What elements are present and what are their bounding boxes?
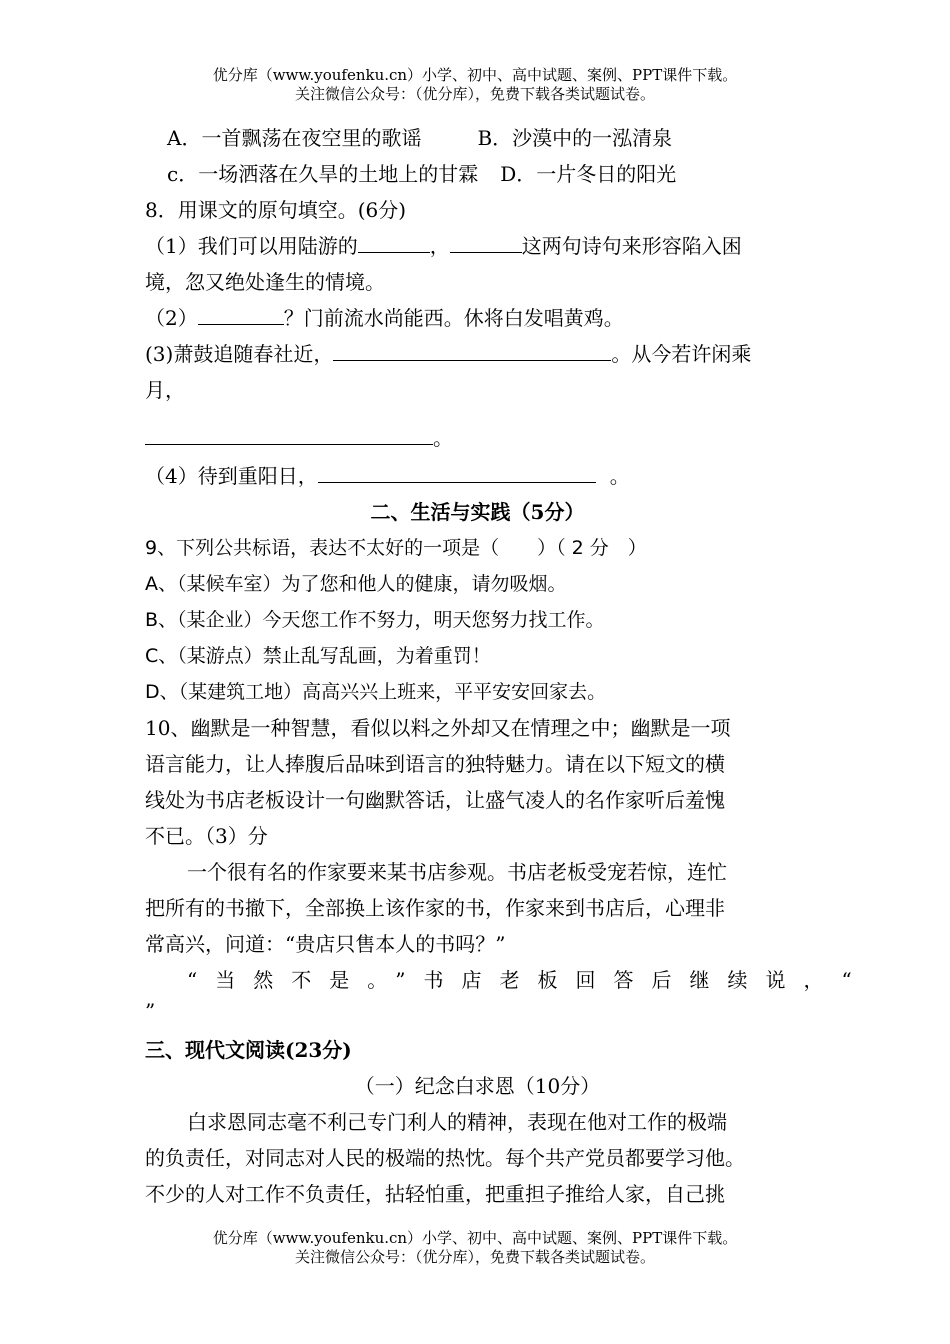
- q10-line-3: 线处为书店老板设计一句幽默答话，让盛气凌人的名作家听后羞愧: [145, 788, 725, 812]
- q7-options-cd: [145, 156, 810, 192]
- answer-blank[interactable]: [318, 458, 596, 483]
- article-line-3: 不少的人对工作不负责任，拈轻怕重，把重担子推给人家，自己挑: [145, 1182, 725, 1206]
- q9-option-d: D、（某建筑工地）高高兴兴上班来，平平安安回家去。: [145, 681, 607, 703]
- q9-option-b: B、（某企业）今天您工作不努力，明天您努力找工作。: [145, 609, 605, 631]
- footer-line-1: 优分库（www.youfenku.cn）小学、初中、高中试题、案例、PPT课件下载。: [212, 1229, 738, 1247]
- story-line-5: ”: [145, 999, 156, 1023]
- q8-title: 8．用课文的原句填空。(6分): [145, 198, 407, 222]
- q8-part-3-cont: 月，: [145, 378, 185, 402]
- q7-option-a: A．一首飘荡在夜空里的歌谣: [167, 126, 422, 150]
- article-line-2: 的负责任，对同志对人民的极端的热忱。每个共产党员都要学习他。: [145, 1146, 745, 1170]
- exam-content: [145, 120, 870, 1212]
- answer-blank[interactable]: [145, 420, 433, 445]
- q8-part-4: （4）待到重阳日， 。: [145, 458, 810, 494]
- footer-line-2: 关注微信公众号：（优分库），免费下载各类试题试卷。: [294, 1248, 655, 1266]
- q7-option-c: c．一场洒落在久旱的土地上的甘霖: [167, 162, 479, 186]
- q8-part-2: （2） ？门前流水尚能西。休将白发唱黄鸡。: [145, 300, 810, 336]
- section-2-heading: 二、生活与实践（5分）: [370, 500, 585, 524]
- article-line-1: 白求恩同志毫不利己专门利人的精神，表现在他对工作的极端: [187, 1110, 727, 1134]
- q9-stem: 9、下列公共标语，表达不太好的一项是（ ）（ 2 分 ）: [145, 537, 647, 559]
- q9-option-a: A、（某候车室）为了您和他人的健康，请勿吸烟。: [145, 573, 567, 595]
- q8-part-1: （1）我们可以用陆游的 ， 这两句诗句来形容陷入困: [145, 228, 810, 264]
- answer-blank[interactable]: [333, 336, 611, 361]
- q8-part-3-blank-line: 。: [145, 408, 810, 458]
- q10-line-4: 不已。（3）分: [145, 824, 268, 848]
- answer-blank[interactable]: [450, 228, 522, 253]
- q10-line-1: 10、幽默是一种智慧，看似以料之外却又在情理之中；幽默是一项: [145, 716, 731, 740]
- section-3-heading: 三、现代文阅读(23分): [145, 1038, 352, 1062]
- answer-blank[interactable]: [358, 228, 430, 253]
- story-line-3: 常高兴，问道：“贵店只售本人的书吗？”: [145, 932, 506, 956]
- q7-option-b: B．沙漠中的一泓清泉: [477, 126, 673, 150]
- story-line-2: 把所有的书撤下，全部换上该作家的书，作家来到书店后，心理非: [145, 896, 725, 920]
- q7-option-d: D．一片冬日的阳光: [500, 162, 677, 186]
- q8-part-3: (3)萧鼓追随春社近， 。从今若许闲乘: [145, 336, 810, 372]
- q9-option-c: C、（某游点）禁止乱写乱画，为着重罚！: [145, 645, 491, 667]
- page-header: [0, 66, 950, 104]
- story-line-4: “当然不是。”书店老板回答后继续说，“: [187, 968, 870, 992]
- header-line-1: 优分库（www.youfenku.cn）小学、初中、高中试题、案例、PPT课件下载。: [212, 66, 738, 84]
- page-footer: [0, 1229, 950, 1267]
- answer-blank[interactable]: [198, 300, 284, 325]
- q7-options-ab: [145, 120, 810, 156]
- q8-part-1-cont: 境，忽又绝处逢生的情境。: [145, 270, 385, 294]
- q10-line-2: 语言能力，让人捧腹后品味到语言的独特魅力。请在以下短文的横: [145, 752, 725, 776]
- story-line-1: 一个很有名的作家要来某书店参观。书店老板受宠若惊，连忙: [187, 860, 727, 884]
- header-line-2: 关注微信公众号：（优分库），免费下载各类试题试卷。: [294, 85, 655, 103]
- section-3-subheading: （一）纪念白求恩（10分）: [354, 1074, 601, 1098]
